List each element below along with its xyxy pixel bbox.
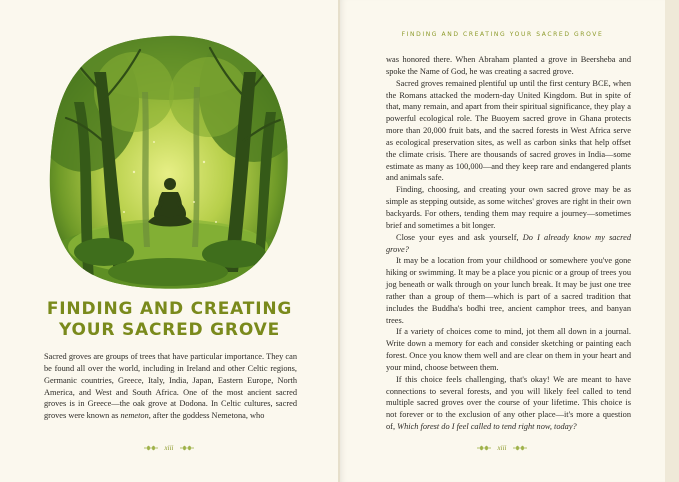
paragraph: Close your eyes and ask yourself, Do I already know my sacred grove?: [386, 232, 631, 254]
page-number: xiii: [129, 444, 209, 452]
paragraph: It may be a location from your childhood or somewhere you've gone hiking or swimming. It may be a place you picnic or a group of trees you jog beneath or walk through on your lunch break. It may be just one tree rather than a group of them—which is part of a sacred tradition that includes the Buddha's bodhi tree, ancient camphor trees, and banyan trees.: [386, 256, 631, 325]
page-number: xiii: [462, 444, 542, 452]
paragraph: Sacred groves are groups of trees that have particular importance. They can be found all over the world, including in Ireland and other Celtic regions, Germanic countries, Greece, Italy, India, Japan, Eastern Europe, North America, and West and South Africa. One of the most ancient sacred groves is in Greece—the oak grove at Dodona. In Celtic cultures, sacred groves were known as nemeton, after the goddess Nemetona, who: [44, 352, 297, 421]
paragraph: Finding, choosing, and creating your own sacred grove may be as simple as stepping outside, as some witches' groves are right in their own backyards. For others, tending them may require a journey—sometimes brief and sometimes a bit longer.: [386, 185, 631, 230]
chapter-title-line-1: FINDING AND CREATING: [46, 299, 293, 319]
paragraph: If this choice feels challenging, that's okay! We are meant to have connections to several forests, and you will likely feel called to tend multiple sacred groves over the course of your lifetime. This choice is not forever or to the exclusion of any other place—it's more a question of, Which forest do I feel called to tend right now, today?: [386, 374, 631, 432]
left-body-text: [44, 351, 297, 422]
paragraph: Sacred groves remained plentiful up until the first century BCE, when the Romans attacked the modern-day United Kingdom. But in spite of that, many remain, and apart from their spiritual significance, they play a powerful ecological role. The Buoyem sacred grove in Ghana protects more than 20,000 fruit bats, and the sacred forests in West Africa serve as ecological preservation sites, as well as carbon sinks that help offset the climate crisis. There are thousands of sacred groves in India—some estimate as many as 100,000—and they keep rare and endangered plants and animals safe.: [386, 78, 631, 183]
leaf-sprig-icon: [143, 444, 159, 452]
right-body-text: [386, 54, 631, 433]
right-page: [340, 0, 665, 482]
chapter-title-line-2: YOUR SACRED GROVE: [59, 320, 280, 340]
paragraph: If a variety of choices come to mind, jot them all down in a journal. Write down a memory for each and consider sketching or painting each forest. Once you know them well and are clear on them in your heart and your mind, choose between them.: [386, 327, 631, 372]
forest-illustration: [44, 32, 292, 290]
running-head: FINDING AND CREATING YOUR SACRED GROVE: [401, 31, 604, 38]
leaf-sprig-icon: [512, 444, 528, 452]
page-edge: [665, 0, 679, 482]
chapter-title: [20, 299, 319, 341]
leaf-sprig-icon: [179, 444, 195, 452]
left-page: [0, 0, 339, 482]
paragraph: was honored there. When Abraham planted a grove in Beersheba and spoke the Name of God, he was creating a sacred grove.: [386, 55, 631, 76]
leaf-sprig-icon: [476, 444, 492, 452]
